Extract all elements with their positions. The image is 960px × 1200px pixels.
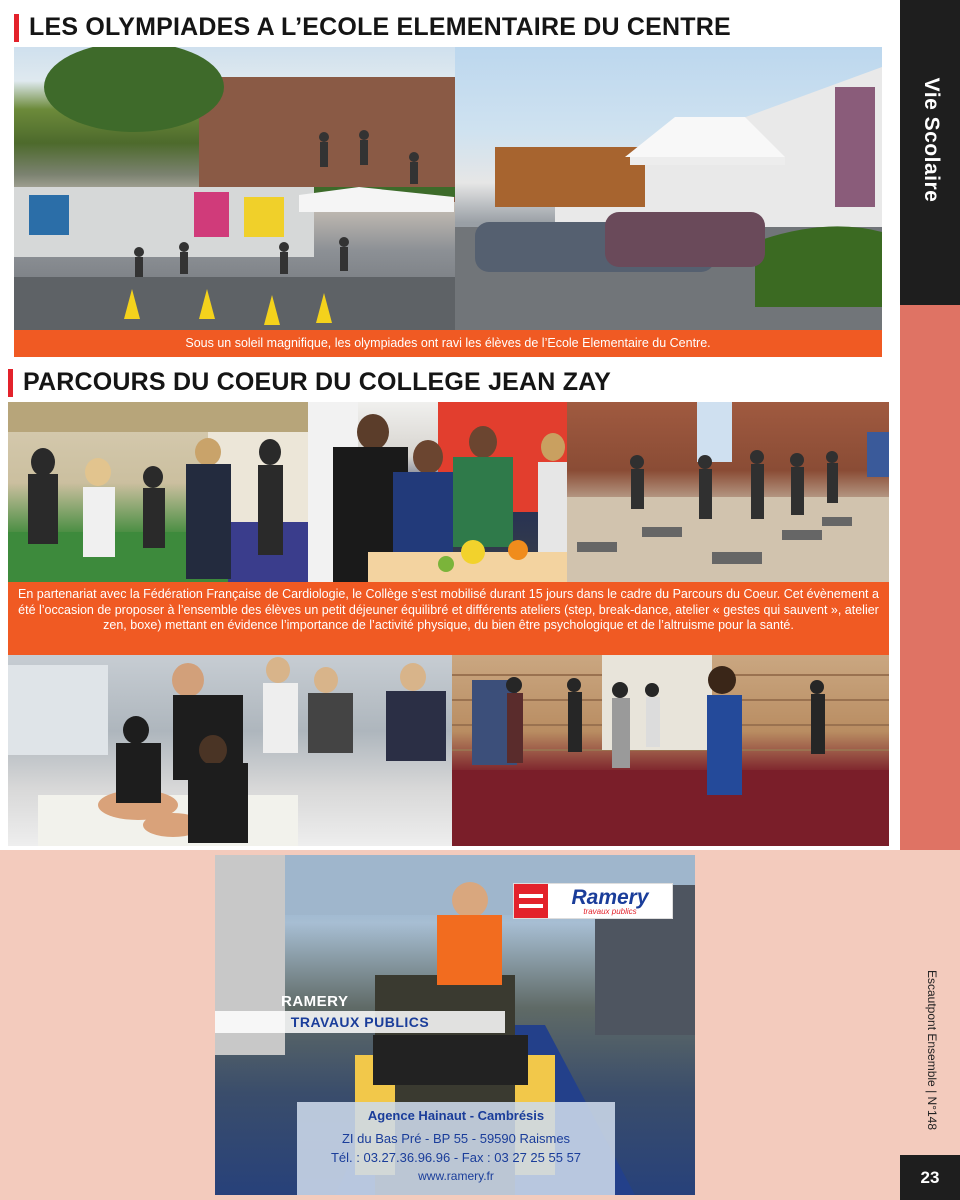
ramery-logo-subtext: travaux publics — [583, 906, 637, 916]
ad-website[interactable]: www.ramery.fr — [418, 1169, 494, 1183]
ad-company: RAMERY — [281, 993, 349, 1010]
page-number: 23 — [900, 1155, 960, 1200]
photo-petit-dejeuner — [308, 402, 567, 582]
section2-caption: En partenariat avec la Fédération Française de Cardiologie, le Collège s’est mobilisé durant 15 jours dans le cadre du Parcours du Coeur. Cet évènement a été l’occasion de proposer à l’ensemble des élèves un petit déjeuner équilibré et différents ateliers (step, break-dance, atelier « gestes qui sauvent », atelier zen, boxe) mettant en évidence l’importance de l’activité physique, du bien être psychologique et de l’altruisme pour la santé. — [8, 582, 889, 655]
ramery-advertisement — [215, 855, 695, 1195]
ad-contact-box — [297, 1102, 615, 1195]
ad-activity: TRAVAUX PUBLICS — [290, 1014, 430, 1030]
heading-accent-bar — [8, 369, 13, 397]
photo-olympiades-tents — [455, 47, 882, 330]
ad-activity-band — [215, 1011, 505, 1033]
heading-accent-bar — [14, 14, 19, 42]
photo-gestes-classroom — [8, 402, 308, 582]
section-label: Vie Scolaire — [920, 77, 943, 203]
photo-step-gymnasium — [567, 402, 889, 582]
section2-heading — [8, 368, 611, 397]
section2-title: PARCOURS DU COEUR DU COLLEGE JEAN ZAY — [23, 368, 612, 396]
section1-heading — [14, 13, 731, 42]
magazine-issue: Escautpont Ensemble | N°148 — [925, 969, 939, 1131]
ramery-logo-icon — [514, 884, 548, 918]
ramery-logo — [513, 883, 673, 919]
ad-address: ZI du Bas Pré - BP 55 - 59590 Raismes — [341, 1131, 571, 1146]
sidebar-middle — [900, 305, 960, 850]
photo-olympiades-schoolyard — [14, 47, 455, 330]
ad-agency: Agence Hainaut - Cambrésis — [367, 1108, 545, 1123]
ad-phone: Tél. : 03.27.36.96.96 - Fax : 03 27 25 55 57 — [330, 1150, 582, 1165]
section1-title: LES OLYMPIADES A L’ECOLE ELEMENTAIRE DU CENTRE — [29, 13, 731, 41]
section1-caption: Sous un soleil magnifique, les olympiades ont ravi les élèves de l’Ecole Elementaire du Centre. — [14, 330, 882, 357]
ramery-logo-text: Ramery — [571, 885, 649, 909]
photo-break-dance — [452, 655, 889, 846]
photo-first-aid — [8, 655, 452, 846]
